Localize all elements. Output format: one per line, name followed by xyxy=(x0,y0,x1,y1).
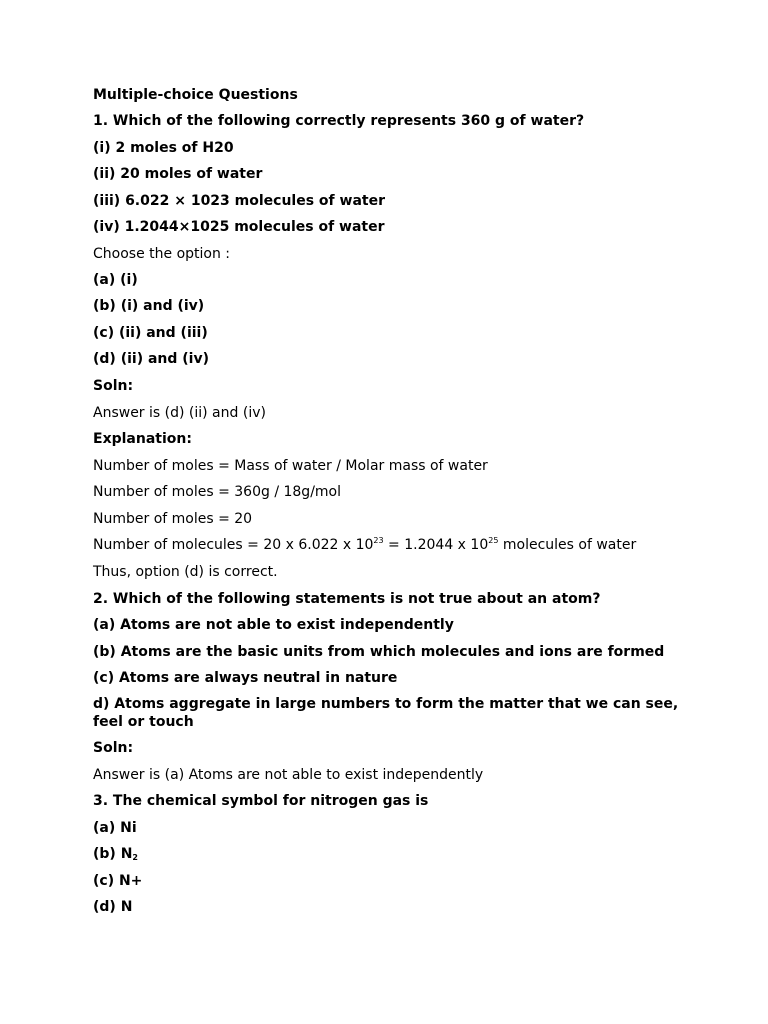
q1-choose-label: Choose the option : xyxy=(93,246,230,262)
q1-statement-iii: (iii) 6.022 × 1023 molecules of water xyxy=(93,193,385,209)
question-3: 3. The chemical symbol for nitrogen gas is xyxy=(93,793,429,809)
q2-soln-label: Soln: xyxy=(93,740,134,756)
q1-statement-ii: (ii) 20 moles of water xyxy=(93,166,263,182)
q1-explanation-line-1: Number of moles = Mass of water / Molar mass of water xyxy=(93,458,488,474)
molecules-part-1: Number of molecules = 20 x 6.022 x 10 xyxy=(93,537,374,553)
exponent-23: 23 xyxy=(373,536,384,545)
q1-answer: Answer is (d) (ii) and (iv) xyxy=(93,405,266,421)
q3-option-d: (d) N xyxy=(93,899,133,915)
q1-molecules-line xyxy=(93,536,636,554)
q1-option-a: (a) (i) xyxy=(93,272,138,288)
q2-option-d: d) Atoms aggregate in large numbers to form the matter that we can see, feel or touch xyxy=(93,696,679,730)
q1-option-b: (b) (i) and (iv) xyxy=(93,298,205,314)
subscript-2: 2 xyxy=(132,853,138,862)
q2-answer: Answer is (a) Atoms are not able to exist independently xyxy=(93,767,484,783)
q2-option-b: (b) Atoms are the basic units from which molecules and ions are formed xyxy=(93,644,665,660)
molecules-part-2: = 1.2044 x 10 xyxy=(383,537,489,553)
q3-option-c: (c) N+ xyxy=(93,873,143,889)
section-title: Multiple-choice Questions xyxy=(93,87,298,103)
q2-option-a: (a) Atoms are not able to exist independently xyxy=(93,617,454,633)
q3-option-b-base: (b) N xyxy=(93,846,133,862)
q1-conclusion: Thus, option (d) is correct. xyxy=(93,564,278,580)
q1-explanation-label: Explanation: xyxy=(93,431,192,447)
q1-option-d: (d) (ii) and (iv) xyxy=(93,351,209,367)
q3-option-b xyxy=(93,845,138,863)
q1-soln-label: Soln: xyxy=(93,378,134,394)
molecules-part-3: molecules of water xyxy=(498,537,637,553)
exponent-25: 25 xyxy=(488,536,499,545)
q1-explanation-line-3: Number of moles = 20 xyxy=(93,511,253,527)
question-1: 1. Which of the following correctly represents 360 g of water? xyxy=(93,113,585,129)
q1-statement-iv: (iv) 1.2044×1025 molecules of water xyxy=(93,219,385,235)
q1-option-c: (c) (ii) and (iii) xyxy=(93,325,208,341)
q3-option-a: (a) Ni xyxy=(93,820,137,836)
question-2: 2. Which of the following statements is not true about an atom? xyxy=(93,591,601,607)
q1-explanation-line-2: Number of moles = 360g / 18g/mol xyxy=(93,484,342,500)
q1-statement-i: (i) 2 moles of H20 xyxy=(93,140,234,156)
q2-option-c: (c) Atoms are always neutral in nature xyxy=(93,670,398,686)
